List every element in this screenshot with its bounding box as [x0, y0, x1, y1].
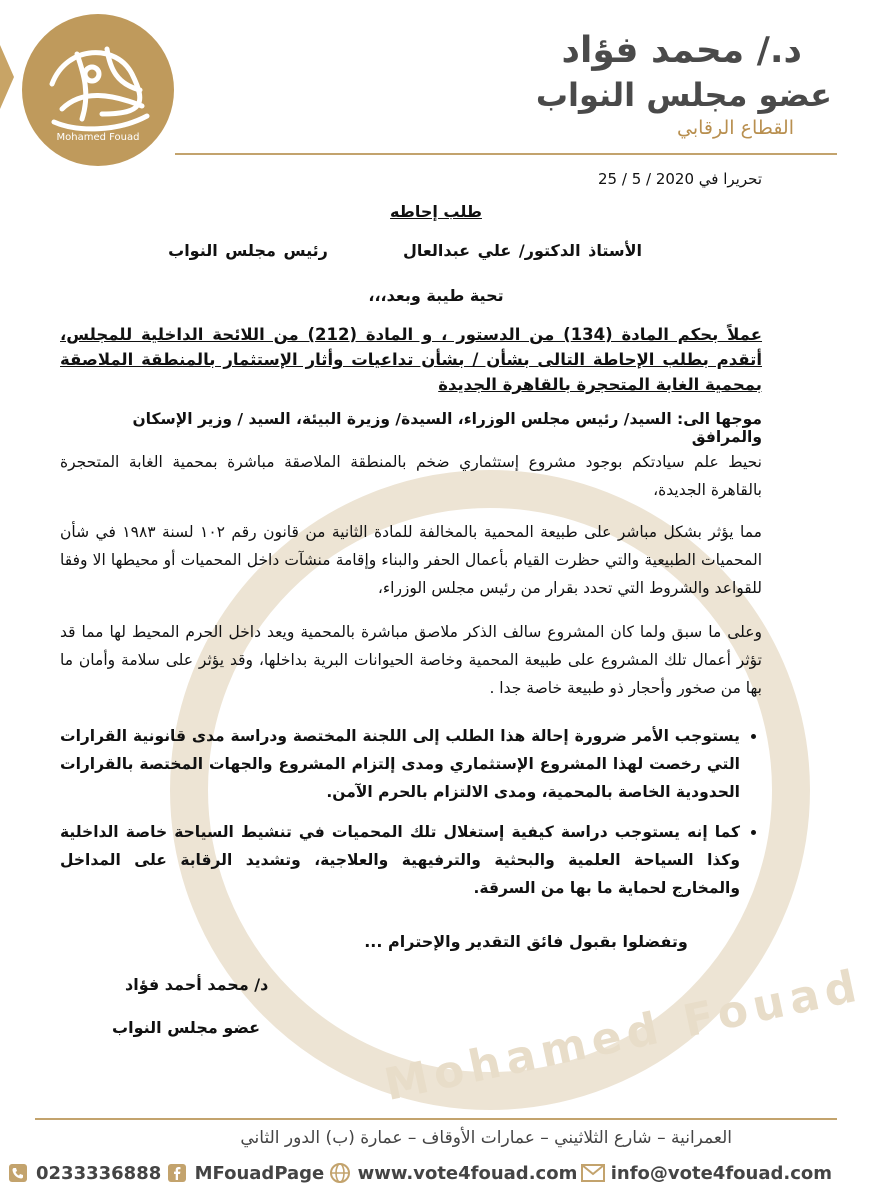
facebook-page: MFouadPage: [194, 1162, 325, 1184]
contact-email: [581, 1162, 832, 1184]
recipient-name: الأستاذ الدكتور/ علي عبدالعال: [402, 241, 642, 260]
contact-website: [328, 1162, 578, 1184]
watermark-text: Mohamed Fouad: [380, 959, 867, 1112]
phone-number: 0233336888: [36, 1162, 162, 1184]
letter-date: تحريرا في 2020 / 5 / 25: [598, 170, 762, 188]
greeting: تحية طيبة وبعد،،،: [368, 286, 504, 305]
recipient-title: رئيس مجلس النواب: [168, 241, 328, 260]
globe-icon: [328, 1162, 352, 1184]
body-paragraph: نحيط علم سيادتكم بوجود مشروع إستثماري ضخم بالمنطقة الملاصقة مباشرة بمحمية الغابة المتحجرة بالقاهرة الجديدة،: [60, 453, 762, 499]
body-paragraph: مما يؤثر بشكل مباشر على طبيعة المحمية بالمخالفة للمادة الثانية من قانون رقم ١٠٢ لسنة ١٩٨٣ في شأن المحميات الطبيعية والتي حظرت القيام بأعمال الحفر والبناء وإقامة منشآت داخل المحميات أو محيطها الا وفقا للقواعد والشروط التي تحدد بقرار من رئيس مجلس الوزراء،: [60, 523, 762, 597]
request-list: [60, 722, 762, 806]
header-sector: القطاع الرقابي: [677, 117, 794, 139]
body-paragraph: وعلى ما سبق ولما كان المشروع سالف الذكر ملاصق مباشرة بالمحمية ويعد داخل الحرم المحيط لها مما قد تؤثر أعمال تلك المشروع على طبيعة المحمية وخاصة الحيوانات البرية بداخلها، وقد يؤثر على سلامة وأمان ما بها من صخور وأحجار ذو طبيعة خاصة جدا .: [60, 623, 762, 697]
request-list: [60, 818, 762, 902]
contact-phone: [6, 1162, 161, 1184]
email-address: info@vote4fouad.com: [610, 1162, 832, 1184]
closing-line: وتفضلوا بقبول فائق التقدير والإحترام ...: [364, 932, 688, 951]
addressees-line: موجها الى: السيد/ رئيس مجلس الوزراء، السيدة/ وزيرة البيئة، السيد / وزير الإسكان والمرافق: [132, 410, 762, 446]
header-divider: [175, 153, 837, 155]
signature-title: عضو مجلس النواب: [112, 1018, 261, 1037]
recipient-line: [168, 241, 642, 260]
request-item: • كما إنه يستوجب دراسة كيفية إستغلال تلك المحميات في تنشيط السياحة خاصة الداخلية وكذا السياحة العلمية والبحثية والترفيهية والعلاجية، وتشديد الرقابة على المداخل والمخارج لحماية ما بها من السرقة.: [60, 818, 740, 902]
left-accent-mark: [0, 45, 14, 109]
header-role: عضو مجلس النواب: [535, 76, 832, 114]
mail-icon: [581, 1162, 605, 1184]
request-item: • يستوجب الأمر ضرورة إحالة هذا الطلب إلى اللجنة المختصة ودراسة مدى قانونية القرارات التي رخصت لهذا المشروع الإستثماري ومدى إلتزام المشروع والجهات المختصة بالقرارات الحدودية الخاصة بالمحمية، ومدى الالتزام بالحرم الآمن.: [60, 722, 740, 806]
footer-address: العمرانية – شارع الثلاثيني – عمارات الأوقاف – عمارة (ب) الدور الثاني: [240, 1128, 732, 1148]
logo: [22, 14, 174, 166]
facebook-icon: [165, 1162, 189, 1184]
logo-calligraphy-icon: [22, 14, 174, 166]
intro-paragraph: عملاً بحكم المادة (134) من الدستور ، و المادة (212) من اللائحة الداخلية للمجلس، أتقدم بطلب الإحاطة التالى بشأن / بشأن تداعيات وأثار الإستثمار بالمنطقة الملاصقة بمحمية الغابة المتحجرة بالقاهرة الجديدة: [60, 325, 763, 394]
logo-caption: Mohamed Fouad: [56, 132, 140, 143]
contact-facebook: [165, 1162, 325, 1184]
footer-contacts: [0, 1158, 872, 1188]
footer-divider: [35, 1118, 837, 1120]
letter-subject: طلب إحاطه: [390, 202, 482, 221]
header-name: د./ محمد فؤاد: [561, 30, 802, 71]
phone-icon: [6, 1162, 30, 1184]
signature-name: د/ محمد أحمد فؤاد: [125, 975, 269, 994]
website-url: www.vote4fouad.com: [357, 1162, 578, 1184]
